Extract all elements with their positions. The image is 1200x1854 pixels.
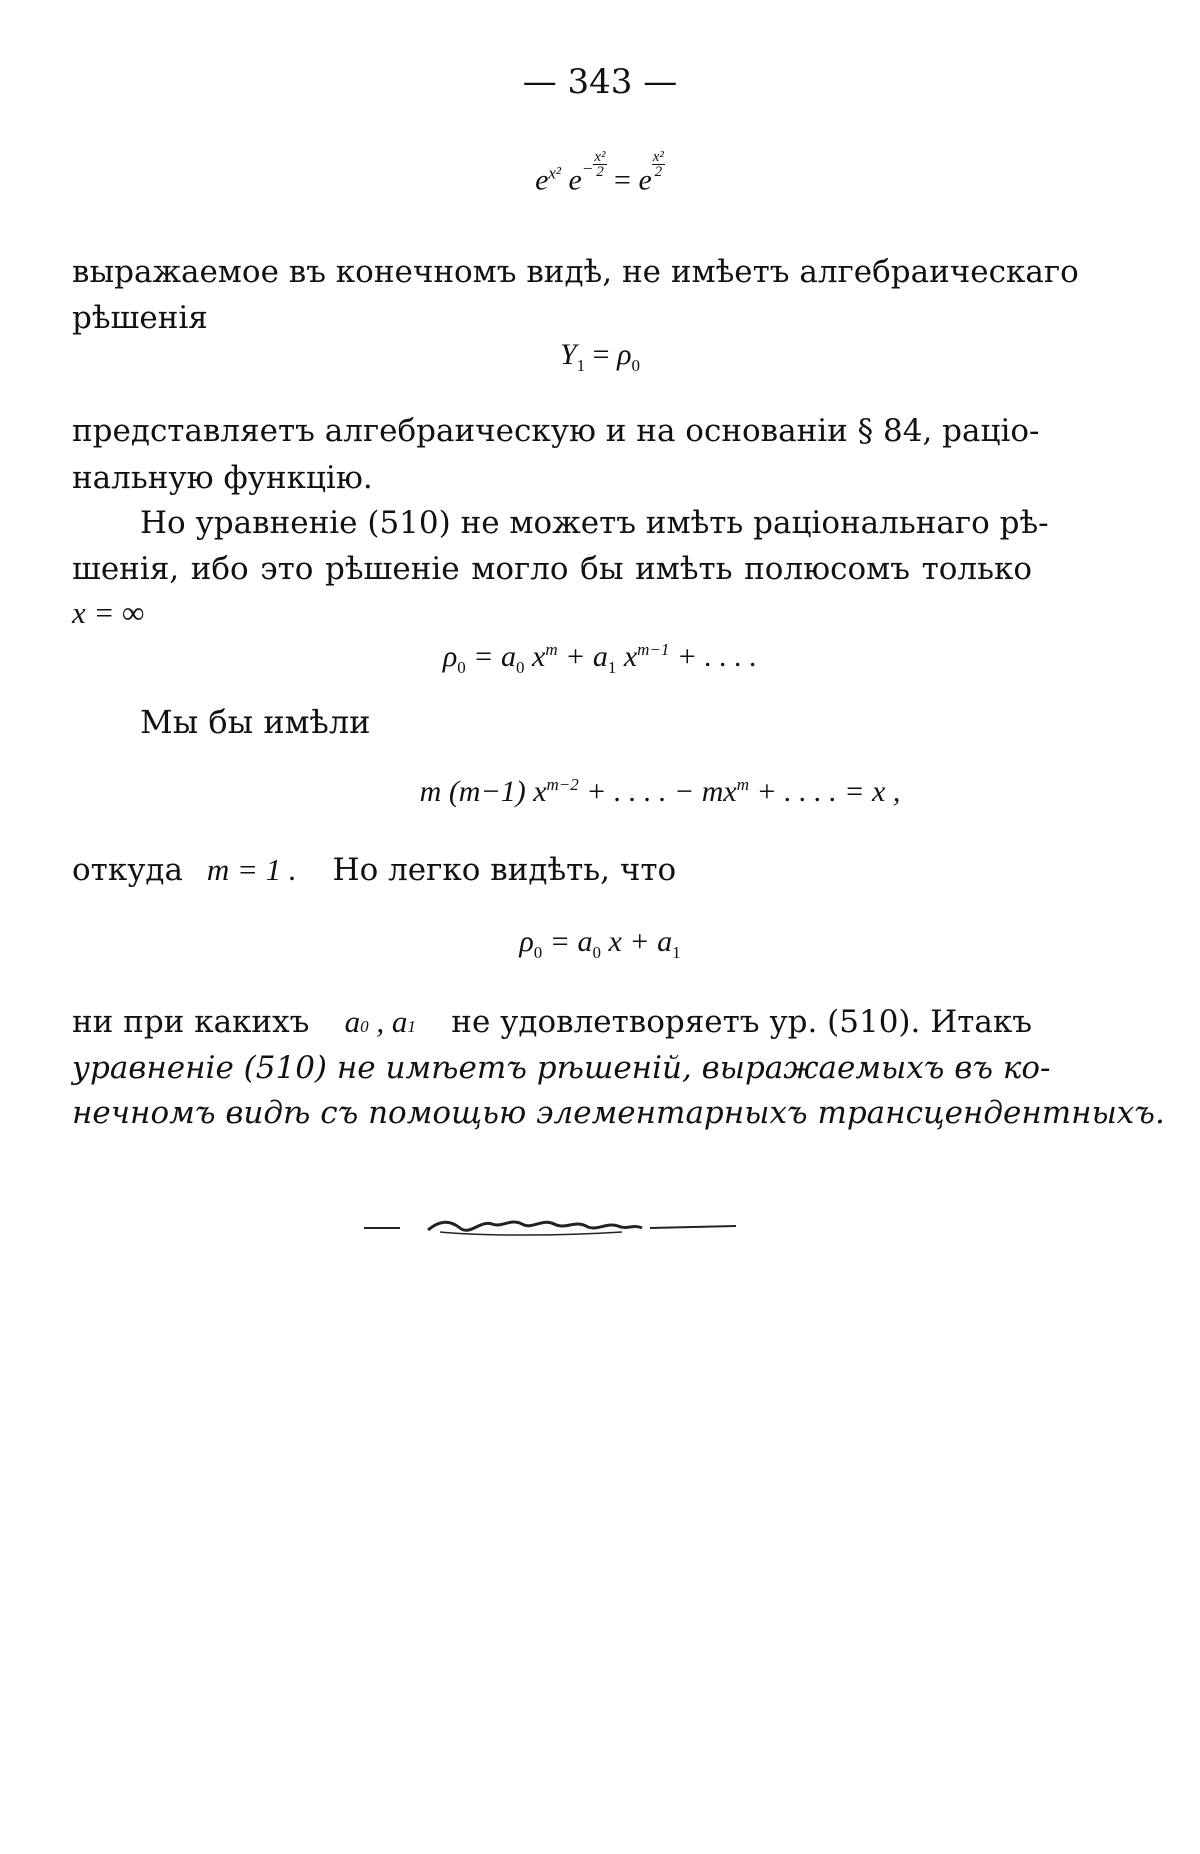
text-line-2: рѣшенія <box>72 300 208 336</box>
text-otkuda: откуда <box>72 852 183 888</box>
formula-m-equation: m (m−1) $x^{m-2}$ + . . . . − $mx^m$ + . . . . = x , <box>419 775 901 808</box>
text-line-4: нальную функцію. <box>72 460 373 496</box>
formula-exponential: $e^{x^2}$ e− $\frac{\text{x²}}{2}$ = e $\frac{\text{x²}}{2}$ <box>535 149 664 197</box>
text-line-7: Мы бы имѣли <box>140 703 371 741</box>
formula-y1: $Y_1 = \rho_0$ <box>559 338 640 375</box>
formula-a0-a1: a0 , a1 <box>344 1004 416 1039</box>
text-line-3: представляетъ алгебраическую и на основаніи § 84, раціо- <box>72 413 1040 449</box>
formula-rho-series: $\rho_0 = a_0$ $x^m + a_1$ $x^{m-1}$ + . . . . <box>442 640 758 677</box>
formula-rho-linear: $\rho_0 = a_0$ $x + a_1$ <box>519 925 681 962</box>
text-line-8 <box>72 850 1032 890</box>
formula-infinity: x = ∞ <box>72 595 145 630</box>
formula-m1: m = 1 . <box>206 852 297 887</box>
conclusion-line-1: уравненіе (510) не имѣетъ рѣшеній, выражаемыхъ въ ко- <box>72 1050 1051 1086</box>
page-number: — 343 — <box>522 62 678 102</box>
text-line-9 <box>72 1002 1032 1047</box>
text-line-6: шенія, ибо это рѣшеніе могло бы имѣть полюсомъ только <box>72 551 1032 587</box>
text-line-5: Но уравненіе (510) не можетъ имѣть раціональнаго рѣ- <box>140 505 1049 541</box>
ornament-divider <box>360 1210 740 1240</box>
text-line-1: выражаемое въ конечномъ видѣ, не имѣетъ алгебраическаго <box>72 254 1079 290</box>
text-ni-pri: ни при какихъ <box>72 1004 310 1040</box>
conclusion-line-2: нечномъ видѣ съ помощью элементарныхъ трансцендентныхъ. <box>72 1095 1165 1131</box>
text-ne-udovl: не удовлетворяетъ ур. (510). Итакъ <box>451 1004 1032 1040</box>
text-no-legko: Но легко видѣть, что <box>332 852 677 888</box>
